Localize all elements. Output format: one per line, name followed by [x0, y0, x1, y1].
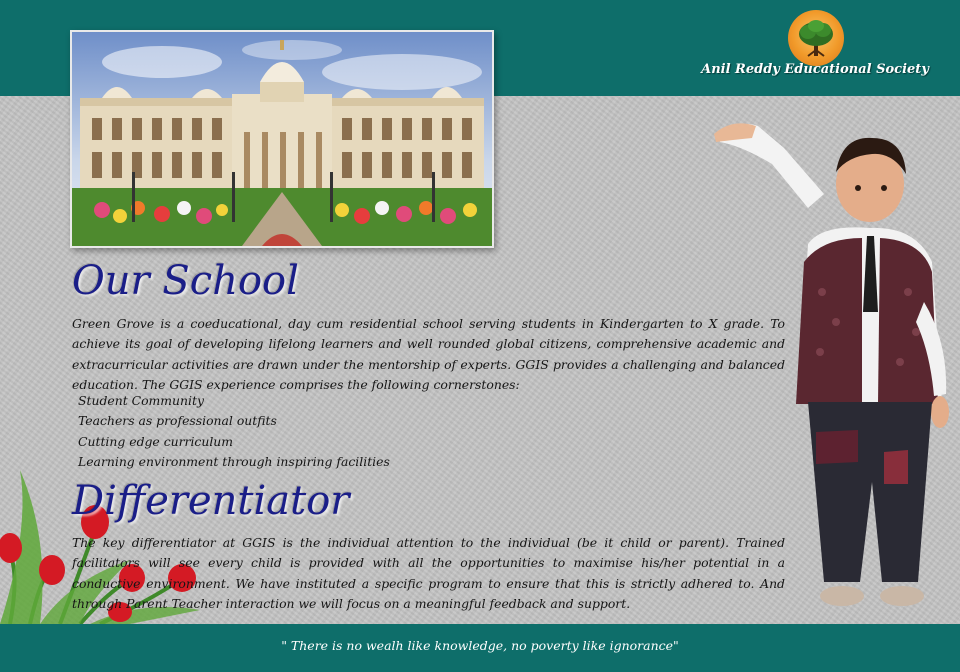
differentiator-paragraph: The key differentiator at GGIS is the individual attention to the individual (be it child or parent). Trained facilitators will see every child is provided with all the opportunities to maximise his/her potential in a conductive environment. We have instituted a specific program to ensure that this is strictly adhered to. And through Parent Teacher interaction we will focus on a meaningful feedback and support.	[72, 535, 785, 612]
list-item: Teachers as professional outfits	[78, 413, 277, 429]
organization-name: Anil Reddy Educational Society	[701, 62, 929, 77]
tree-logo-icon	[788, 10, 844, 66]
our-school-heading: Our School	[72, 258, 299, 304]
footer-quote: " There is no wealh like knowledge, no poverty like ignorance"	[281, 638, 679, 653]
child-figure-image	[712, 112, 960, 622]
cornerstones-list	[78, 391, 390, 473]
school-building-photo	[70, 30, 494, 248]
list-item: Cutting edge curriculum	[78, 433, 234, 449]
list-item: Learning environment through inspiring facilities	[78, 454, 390, 470]
differentiator-heading: Differentiator	[72, 478, 350, 524]
list-item: Student Community	[78, 393, 204, 408]
our-school-paragraph: Green Grove is a coeducational, day cum residential school serving students in Kindergarten to X grade. To achieve its goal of developing lifelong learners and well rounded global citizens, comprehensive academic and extracurricular activities are drawn under the mentorship of experts. GGIS provides a challenging and balanced education. The GGIS experience comprises the following cornerstones:	[72, 316, 785, 393]
